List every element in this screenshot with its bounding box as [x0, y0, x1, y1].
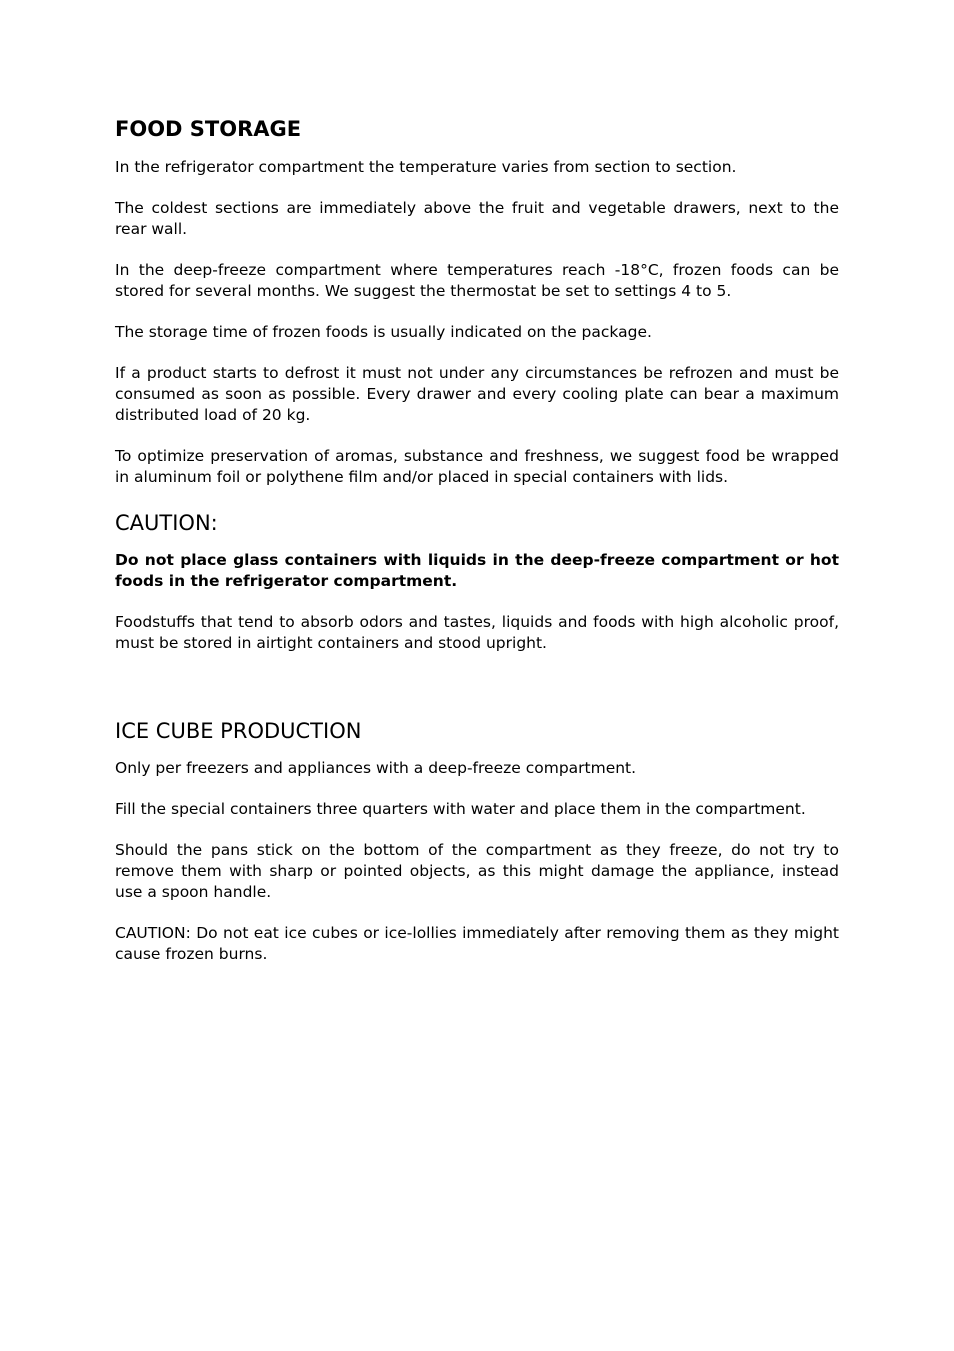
food-storage-paragraph-6: To optimize preservation of aromas, substance and freshness, we suggest food be wrapped in aluminum foil or polythene film and/or placed in special containers with lids.	[115, 447, 839, 486]
ice-cube-heading: ICE CUBE PRODUCTION	[115, 719, 362, 743]
ice-cube-paragraph-4: CAUTION: Do not eat ice cubes or ice-lollies immediately after removing them as they might cause frozen burns.	[115, 924, 839, 963]
ice-cube-paragraph-3: Should the pans stick on the bottom of the compartment as they freeze, do not try to remove them with sharp or pointed objects, as this might damage the appliance, instead use a spoon handle.	[115, 841, 839, 901]
caution-warning: Do not place glass containers with liquids in the deep-freeze compartment or hot foods in the refrigerator compartment.	[115, 551, 839, 590]
food-storage-heading: FOOD STORAGE	[115, 117, 302, 141]
ice-cube-section	[115, 716, 839, 965]
food-storage-paragraph-5: If a product starts to defrost it must not under any circumstances be refrozen and must be consumed as soon as possible. Every drawer and every cooling plate can bear a maximum distributed load of 20 kg.	[115, 364, 839, 424]
food-storage-paragraph-3: In the deep-freeze compartment where temperatures reach -18°C, frozen foods can be stored for several months. We suggest the thermostat be set to settings 4 to 5.	[115, 261, 839, 300]
caution-heading: CAUTION:	[115, 511, 218, 535]
food-storage-paragraph-4: The storage time of frozen foods is usually indicated on the package.	[115, 323, 652, 341]
section-spacer	[115, 674, 839, 716]
caution-note: Foodstuffs that tend to absorb odors and tastes, liquids and foods with high alcoholic proof, must be stored in airtight containers and stood upright.	[115, 613, 839, 652]
food-storage-paragraph-2: The coldest sections are immediately above the fruit and vegetable drawers, next to the rear wall.	[115, 199, 839, 238]
document-page	[115, 114, 839, 985]
food-storage-paragraph-1: In the refrigerator compartment the temperature varies from section to section.	[115, 158, 737, 176]
food-storage-section	[115, 114, 839, 488]
ice-cube-paragraph-2: Fill the special containers three quarters with water and place them in the compartment.	[115, 800, 806, 818]
caution-section	[115, 508, 839, 654]
ice-cube-paragraph-1: Only per freezers and appliances with a deep-freeze compartment.	[115, 759, 637, 777]
